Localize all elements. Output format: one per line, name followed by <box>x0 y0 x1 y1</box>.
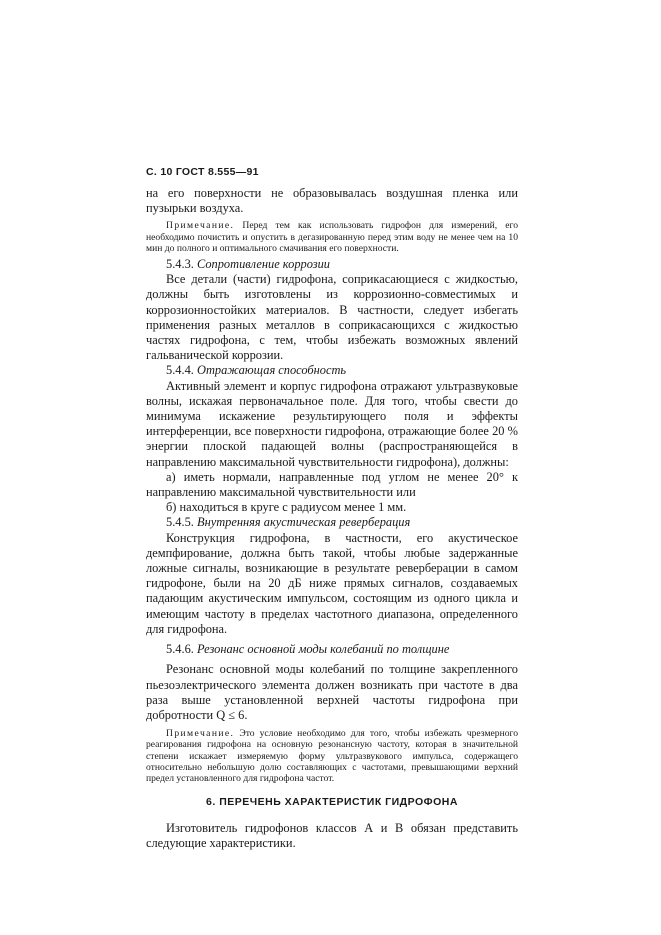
section-5-4-4-heading <box>146 363 518 378</box>
section-number: 5.4.3. <box>166 257 194 272</box>
section-title: Отражающая способность <box>197 363 347 378</box>
section-6-text: Изготовитель гидрофонов классов А и В обязан представить следующие характеристики. <box>146 821 518 851</box>
list-item-b: б) находиться в круге с радиусом менее 1 мм. <box>166 500 407 515</box>
section-5-4-3-text: Все детали (части) гидрофона, соприкасающиеся с жидкостью, должны быть изготовлены из коррозионно-совместимых и коррозионностойких материалов. В частности, следует избегать применения разных металлов в соприкасающихся с жидкостью частях гидрофона, с тем, чтобы избежать возможных явлений гальванической коррозии. <box>146 272 518 363</box>
section-number: 5.4.4. <box>166 363 194 378</box>
page-header: С. 10 ГОСТ 8.555—91 <box>146 166 259 178</box>
note-text: Перед тем как использовать гидрофон для измерений, его необходимо почистить и опустить в дегазированную перед этим воду не менее чем на 10 мин до полного и оптимального смачивания его поверхности. <box>146 220 518 254</box>
section-number: 5.4.5. <box>166 515 194 530</box>
section-5-4-4-text: Активный элемент и корпус гидрофона отражают ультразвуковые волны, искажая первоначальное поле. Для того, чтобы свести до минимума искажение результирующего поля и эффекты интерференции, все поверхности гидрофона, отражающие более 20 % энергии плоской падающей волны (распространяющейся в направлению максимальной чувствительности гидрофона), должны: <box>146 378 518 469</box>
section-6-heading: 6. ПЕРЕЧЕНЬ ХАРАКТЕРИСТИК ГИДРОФОНА <box>206 796 458 809</box>
section-title: Сопротивление коррозии <box>197 257 330 272</box>
section-5-4-5-heading <box>146 515 518 530</box>
section-5-4-6-text: Резонанс основной моды колебаний по толщине закрепленного пьезоэлектрического элемента должен возникать при частоте в два раза выше установленной верхней частоты гидрофона при добротности Q ≤ 6. <box>146 662 518 722</box>
section-5-4-3-heading <box>146 257 518 272</box>
note-label: Примечание. <box>166 220 235 232</box>
section-title: Внутренняя акустическая реверберация <box>197 515 411 530</box>
note-label: Примечание. <box>166 728 235 740</box>
note-resonance <box>146 728 518 784</box>
note-measurement-prep <box>146 220 518 254</box>
list-item-a: а) иметь нормали, направленные под углом не менее 20° к направлению максимальной чувствительности или <box>146 469 518 500</box>
section-number: 5.4.6. <box>166 642 194 657</box>
section-title: Резонанс основной моды колебаний по толщине <box>197 642 450 657</box>
document-body <box>146 186 518 852</box>
note-text: Это условие необходимо для того, чтобы избежать чрезмерного реагирования гидрофона на основную резонансную частоту, которая в значительной степени искажает измеряемую форму ультразвукового импульса, содержащего относительно небольшую долю составляющих с частотами, превышающими верхний предел установленного для гидрофона частот. <box>146 728 519 784</box>
section-5-4-6-heading <box>146 642 518 657</box>
section-5-4-5-text: Конструкция гидрофона, в частности, его акустическое демпфирование, должна быть такой, чтобы любые задержанные ложные сигналы, возникающие в результате реверберации в самом гидрофоне, были на 20 дБ ниже прямых сигналов, создаваемых падающим акустическим импульсом, состоящим из одного цикла и имеющим частоту в пределах частотного диапазона, определенного для гидрофона. <box>146 530 518 636</box>
continuation-paragraph: на его поверхности не образовывалась воздушная пленка или пузырьки воздуха. <box>146 186 518 216</box>
